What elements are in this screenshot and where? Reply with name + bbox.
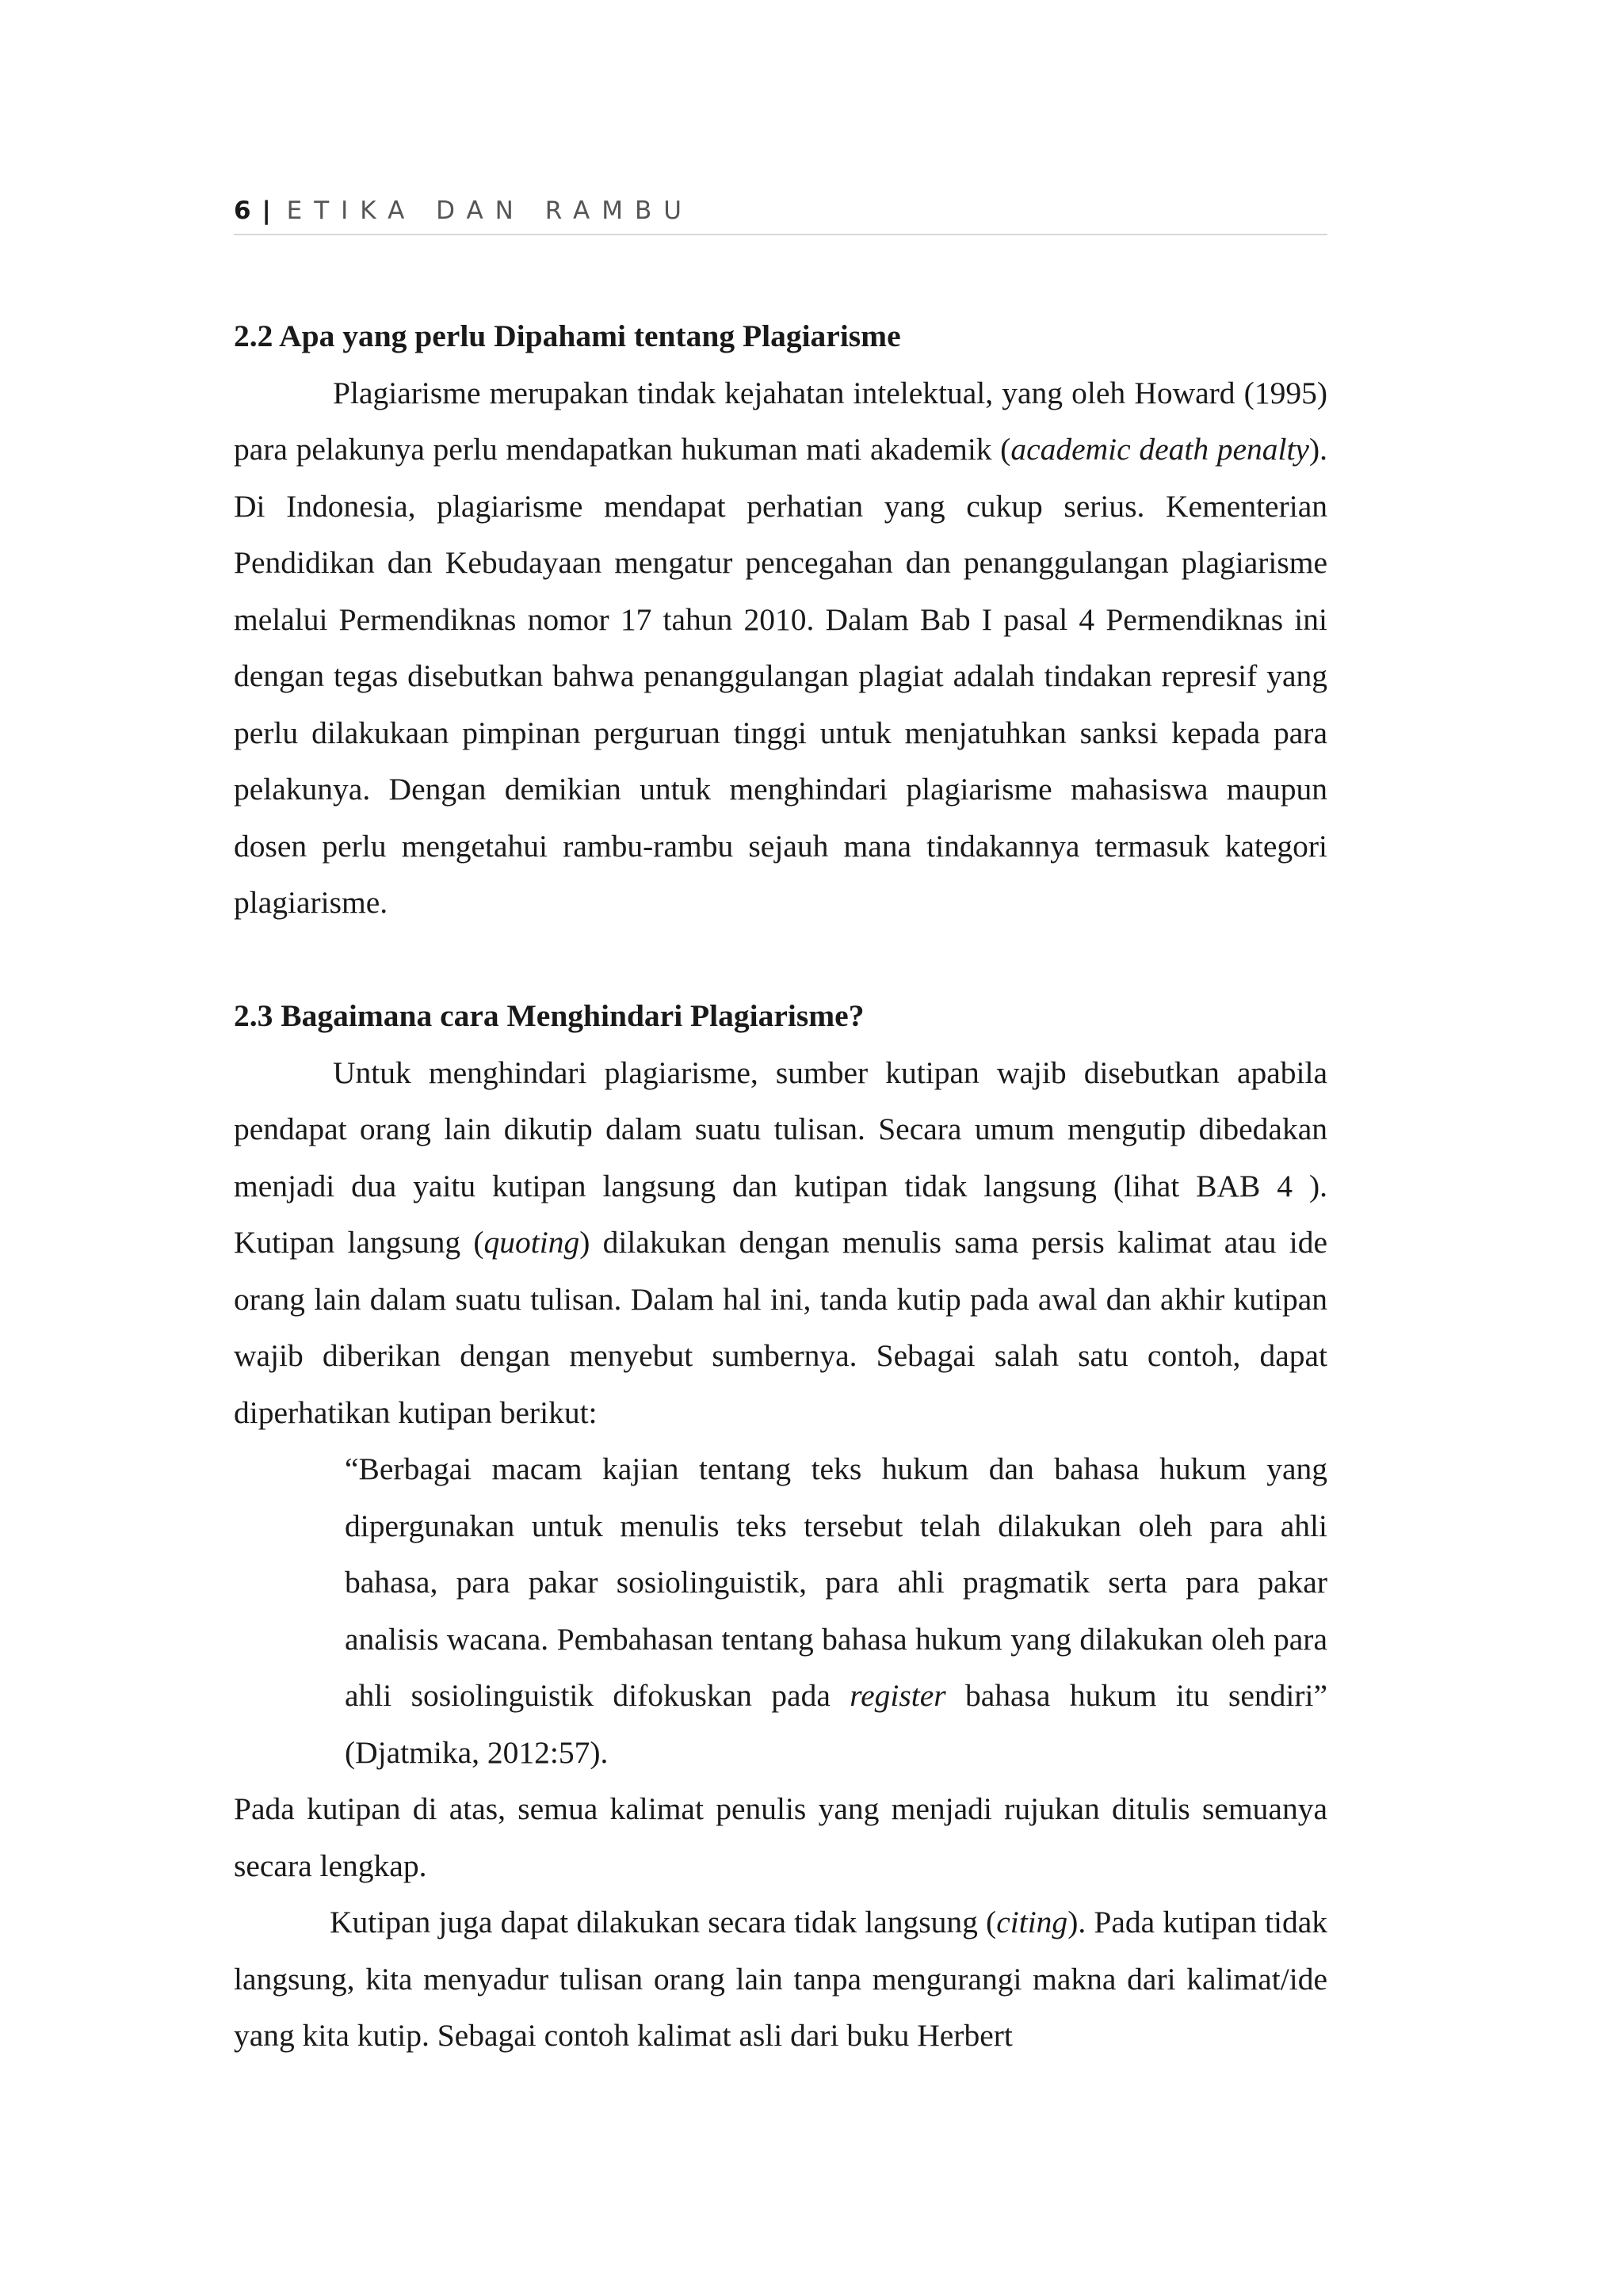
section-2-2-heading: 2.2 Apa yang perlu Dipahami tentang Plagiarisme [234,318,901,353]
page-number: 6 [234,196,251,225]
paragraph-text: ) dilakukan dengan menulis sama persis kalimat atau ide orang lain dalam suatu tulisan. Dalam hal ini, tanda kutip pada awal dan akhir kutipan wajib diberikan dengan menyebut sumbernya. Sebagai salah satu contoh, dapat diperhatikan kutipan berikut: [234,1225,1327,1430]
paragraph-text: ). Pada kutipan tidak langsung, kita menyadur tulisan orang lain tanpa mengurangi makna dari kalimat/ide yang kita kutip. Sebagai contoh kalimat asli dari buku Herbert [234,1905,1327,2053]
italic-term-academic-death-penalty: academic death penalty [1010,432,1309,467]
section-2-3-paragraph-2: Pada kutipan di atas, semua kalimat penulis yang menjadi rujukan ditulis semuanya secara lengkap. [234,1791,1327,1883]
section-spacer [234,932,1327,989]
section-2-3-heading: 2.3 Bagaimana cara Menghindari Plagiarisme? [234,998,865,1033]
page-body [234,308,1327,2065]
paragraph-text: Kutipan juga dapat dilakukan secara tidak langsung ( [330,1905,997,1939]
header-separator: | [262,196,271,225]
quote-text: bahasa hukum itu sendiri” (Djatmika, 2012:57). [345,1678,1327,1770]
paragraph-text: Plagiarisme merupakan tindak kejahatan intelektual, yang oleh Howard (1995) para pelakunya perlu mendapatkan hukuman mati akademik ( [234,375,1327,467]
section-2-3-paragraph-3 [234,1894,1327,2065]
header-divider [234,234,1327,235]
running-header [234,192,1327,230]
italic-term-citing: citing [996,1905,1068,1939]
section-2-2-paragraph [234,365,1327,932]
paragraph-text: ). Di Indonesia, plagiarisme mendapat perhatian yang cukup serius. Kementerian Pendidikan dan Kebudayaan mengatur pencegahan dan penanggulangan plagiarisme melalui Permendiknas nomor 17 tahun 2010. Dalam Bab I pasal 4 Permendiknas ini dengan tegas disebutkan bahwa penanggulangan plagiat adalah tindakan represif yang perlu dilakukaan pimpinan perguruan tinggi untuk menjatuhkan sanksi kepada para pelakunya. Dengan demikian untuk menghindari plagiarisme mahasiswa maupun dosen perlu mengetahui rambu-rambu sejauh mana tindakannya termasuk kategori plagiarisme. [234,432,1327,920]
italic-term-quoting: quoting [483,1225,580,1260]
paragraph-text: Untuk menghindari plagiarisme, sumber kutipan wajib disebutkan apabila pendapat orang lain dikutip dalam suatu tulisan. Secara umum mengutip dibedakan menjadi dua yaitu kutipan langsung dan kutipan tidak langsung (lihat BAB 4 ). Kutipan langsung ( [234,1055,1327,1260]
italic-term-register: register [850,1678,946,1713]
section-2-3-paragraph-1 [234,1045,1327,1442]
block-quote [345,1441,1327,1781]
quote-text: “Berbagai macam kajian tentang teks hukum dan bahasa hukum yang dipergunakan untuk menulis teks tersebut telah dilakukan oleh para ahli bahasa, para pakar sosiolinguistik, para ahli pragmatik serta para pakar analisis wacana. Pembahasan tentang bahasa hukum yang dilakukan oleh para ahli sosiolinguistik difokuskan pada [345,1451,1327,1713]
running-title: ETIKA DAN RAMBU [286,196,693,225]
